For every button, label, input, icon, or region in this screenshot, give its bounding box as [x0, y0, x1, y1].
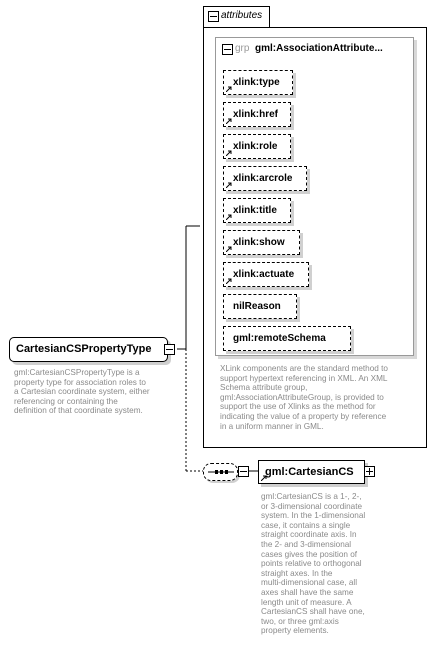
- root-type-doc: gml:CartesianCSPropertyType is a property type for association roles to a Cartesian coordinate system, either referencing or containing the definition of that coordinate system.: [14, 368, 150, 416]
- root-type-name: CartesianCSPropertyType: [16, 343, 152, 355]
- reference-arrow-icon: [226, 246, 232, 252]
- attribute-item-nilreason[interactable]: [223, 294, 297, 319]
- root-collapse-button[interactable]: [164, 344, 175, 355]
- attribute-item-show[interactable]: [223, 230, 300, 255]
- sequence-collapse-button[interactable]: [238, 466, 249, 477]
- reference-arrow-icon: [226, 278, 232, 284]
- reference-arrow-icon: [226, 86, 232, 92]
- attribute-item-href[interactable]: [223, 102, 291, 127]
- element-name: gml:CartesianCS: [265, 466, 354, 478]
- attribute-item-remoteschema[interactable]: [223, 326, 351, 351]
- root-type-box[interactable]: [9, 337, 168, 362]
- attribute-group-collapse-button[interactable]: [222, 44, 233, 55]
- attribute-item-title[interactable]: [223, 198, 291, 223]
- attributes-title: attributes: [221, 10, 263, 21]
- attribute-item-arcrole[interactable]: [223, 166, 307, 191]
- reference-arrow-icon: [261, 475, 267, 481]
- attribute-item-label: xlink:type: [233, 77, 280, 88]
- attribute-item-label: xlink:show: [233, 237, 285, 248]
- attribute-item-label: nilReason: [233, 301, 281, 312]
- attribute-item-role[interactable]: [223, 134, 291, 159]
- attribute-item-label: xlink:arcrole: [233, 173, 293, 184]
- element-box[interactable]: [258, 460, 365, 484]
- attribute-item-label: gml:remoteSchema: [233, 333, 326, 344]
- reference-arrow-icon: [226, 214, 232, 220]
- reference-arrow-icon: [226, 150, 232, 156]
- attribute-group-doc: XLink components are the standard method to support hypertext referencing in XML. An XML Schema attribute group, gml:AssociationAttributeGroup, is provided to support the use of Xlinks as the method for indicating the value of a property by reference in a uniform manner in GML.: [220, 364, 388, 431]
- reference-arrow-icon: [226, 118, 232, 124]
- attribute-item-label: xlink:actuate: [233, 269, 295, 280]
- attribute-group-prefix: grp: [235, 43, 250, 54]
- sequence-icon: [208, 467, 234, 477]
- element-expand-button[interactable]: [364, 466, 375, 477]
- attributes-collapse-button[interactable]: [208, 11, 219, 22]
- element-doc: gml:CartesianCS is a 1-, 2-, or 3-dimensional coordinate system. In the 1-dimensional case, it contains a single straight coordinate axis. In the 2- and 3-dimensional cases gives the position of points relative to orthogonal straight axes. In the multi-dimensional case, all axes shall have the same length unit of measure. A CartesianCS shall have one, two, or three gml:axis property elements.: [261, 492, 366, 636]
- sequence-compositor[interactable]: [203, 463, 238, 481]
- attribute-item-actuate[interactable]: [223, 262, 309, 287]
- attribute-item-label: xlink:role: [233, 141, 278, 152]
- attribute-group-name: gml:AssociationAttribute...: [255, 43, 383, 54]
- reference-arrow-icon: [226, 182, 232, 188]
- attribute-item-label: xlink:href: [233, 109, 279, 120]
- attribute-item-type[interactable]: [223, 70, 293, 95]
- attribute-item-label: xlink:title: [233, 205, 277, 216]
